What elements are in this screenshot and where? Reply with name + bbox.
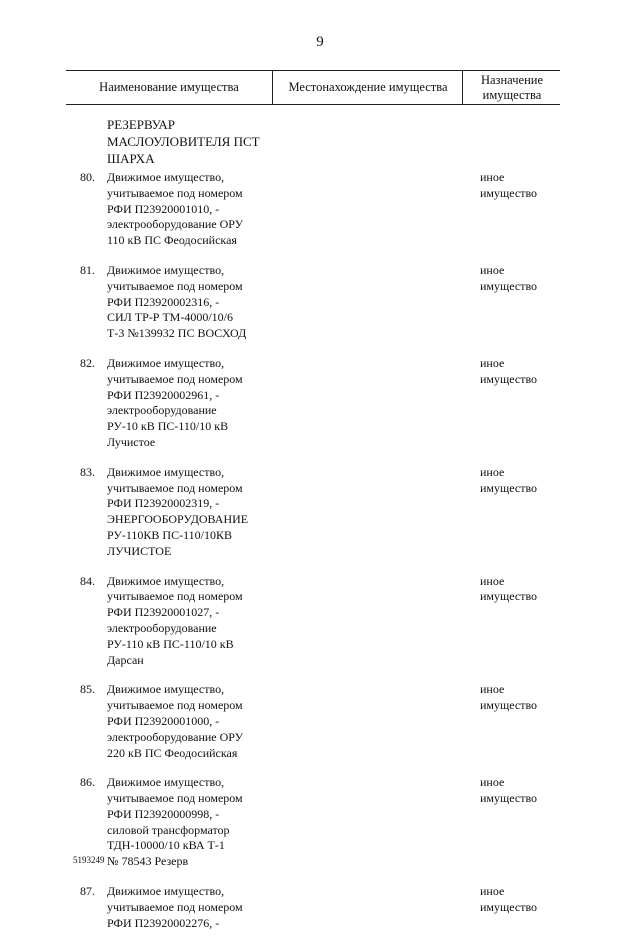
purpose-line: имущество <box>480 278 538 293</box>
purpose-line: иное <box>480 573 505 588</box>
description-line: РФИ П23920001000, - <box>107 713 220 728</box>
purpose-line: имущество <box>480 371 538 386</box>
column-header-name: Наименование имущества <box>99 80 239 94</box>
description-line: электрооборудование ОРУ <box>107 217 244 232</box>
property-description <box>107 263 287 342</box>
description-line: РУ-110 кВ ПС-110/10 кВ <box>107 636 234 651</box>
property-description <box>107 465 287 560</box>
column-header-location: Местонахождение имущества <box>272 71 463 104</box>
continued-line: МАСЛОУЛОВИТЕЛЯ ПСТ <box>107 134 260 149</box>
purpose-line: иное <box>480 775 505 790</box>
column-header-purpose-line2: имущества <box>482 87 542 102</box>
description-line: Движимое имущество, <box>107 262 225 277</box>
description-line: учитываемое под номером <box>107 791 243 806</box>
description-line: учитываемое под номером <box>107 589 243 604</box>
description-line: РФИ П23920002276, - <box>107 915 220 930</box>
property-purpose <box>480 775 560 807</box>
description-line: РУ-10 кВ ПС-110/10 кВ <box>107 419 229 434</box>
description-line: РУ-110КВ ПС-110/10КВ <box>107 527 232 542</box>
table-row <box>0 263 640 342</box>
purpose-line: иное <box>480 682 505 697</box>
property-description <box>107 170 287 249</box>
purpose-line: иное <box>480 170 505 184</box>
column-header-purpose-line1: Назначение <box>480 72 543 87</box>
property-purpose <box>480 356 560 388</box>
table-row <box>0 884 640 931</box>
description-line: электрооборудование <box>107 403 217 418</box>
purpose-line: имущество <box>480 589 538 604</box>
description-line: СИЛ ТР-Р ТМ-4000/10/6 <box>107 310 233 325</box>
table-row <box>0 682 640 761</box>
table-header <box>66 70 560 105</box>
description-line: учитываемое под номером <box>107 698 243 713</box>
row-number: 86. <box>80 775 95 790</box>
description-line: электрооборудование ОРУ <box>107 729 244 744</box>
description-line: Движимое имущество, <box>107 355 225 370</box>
row-number: 83. <box>80 464 95 479</box>
description-line: РФИ П23920001010, - <box>107 201 220 216</box>
row-number: 87. <box>80 884 95 899</box>
purpose-line: имущество <box>480 791 538 806</box>
property-description <box>107 574 287 669</box>
description-line: Движимое имущество, <box>107 775 225 790</box>
description-line: РФИ П23920001027, - <box>107 605 220 620</box>
description-line: электрооборудование <box>107 620 217 635</box>
description-line: РФИ П23920002961, - <box>107 387 220 402</box>
description-line: Движимое имущество, <box>107 884 225 899</box>
row-number: 81. <box>80 262 95 277</box>
property-description <box>107 356 287 451</box>
purpose-line: имущество <box>480 185 538 200</box>
description-line: 220 кВ ПС Феодосийская <box>107 745 238 760</box>
description-line: РФИ П23920002319, - <box>107 496 220 511</box>
description-line: учитываемое под номером <box>107 278 243 293</box>
description-line: Движимое имущество, <box>107 682 225 697</box>
description-line: ТДН-10000/10 кВА Т-1 <box>107 838 225 853</box>
table-row <box>0 574 640 669</box>
description-line: № 78543 Резерв <box>107 854 189 869</box>
description-line: учитываемое под номером <box>107 480 243 495</box>
row-number: 84. <box>80 573 95 588</box>
row-number: 80. <box>80 170 95 184</box>
purpose-line: имущество <box>480 480 538 495</box>
description-line: РФИ П23920000998, - <box>107 806 220 821</box>
description-line: ЭНЕРГООБОРУДОВАНИЕ <box>107 512 249 527</box>
column-header-purpose <box>462 71 561 104</box>
description-line: Движимое имущество, <box>107 464 225 479</box>
continued-line: РЕЗЕРВУАР <box>107 117 175 132</box>
property-purpose <box>480 170 560 202</box>
property-purpose <box>480 465 560 497</box>
description-line: учитываемое под номером <box>107 371 243 386</box>
description-line: Движимое имущество, <box>107 573 225 588</box>
description-line: Лучистое <box>107 434 156 449</box>
description-line: Дарсан <box>107 652 144 667</box>
purpose-line: иное <box>480 262 505 277</box>
description-line: 110 кВ ПС Феодосийская <box>107 233 237 248</box>
description-line: РФИ П23920002316, - <box>107 294 220 309</box>
description-line: Т-3 №139932 ПС ВОСХОД <box>107 326 247 341</box>
page-number: 9 <box>316 34 324 50</box>
description-line: силовой трансформатор <box>107 822 230 837</box>
description-line: ЛУЧИСТОЕ <box>107 543 172 558</box>
property-purpose <box>480 682 560 714</box>
row-number: 85. <box>80 682 95 697</box>
table-body <box>0 170 640 945</box>
table-row <box>0 465 640 560</box>
property-purpose <box>480 263 560 295</box>
purpose-line: иное <box>480 884 505 899</box>
property-description <box>107 775 287 870</box>
continued-entry <box>107 116 260 167</box>
document-code: 5193249 <box>73 855 105 865</box>
purpose-line: имущество <box>480 698 538 713</box>
property-description <box>107 682 287 761</box>
description-line: Движимое имущество, <box>107 170 225 184</box>
property-purpose <box>480 884 560 916</box>
row-number: 82. <box>80 355 95 370</box>
purpose-line: иное <box>480 464 505 479</box>
description-line: учитываемое под номером <box>107 185 243 200</box>
table-row <box>0 170 640 249</box>
purpose-line: имущество <box>480 899 538 914</box>
purpose-line: иное <box>480 355 505 370</box>
property-description <box>107 884 287 931</box>
continued-line: ШАРХА <box>107 151 155 166</box>
table-row <box>0 356 640 451</box>
description-line: учитываемое под номером <box>107 899 243 914</box>
property-purpose <box>480 574 560 606</box>
